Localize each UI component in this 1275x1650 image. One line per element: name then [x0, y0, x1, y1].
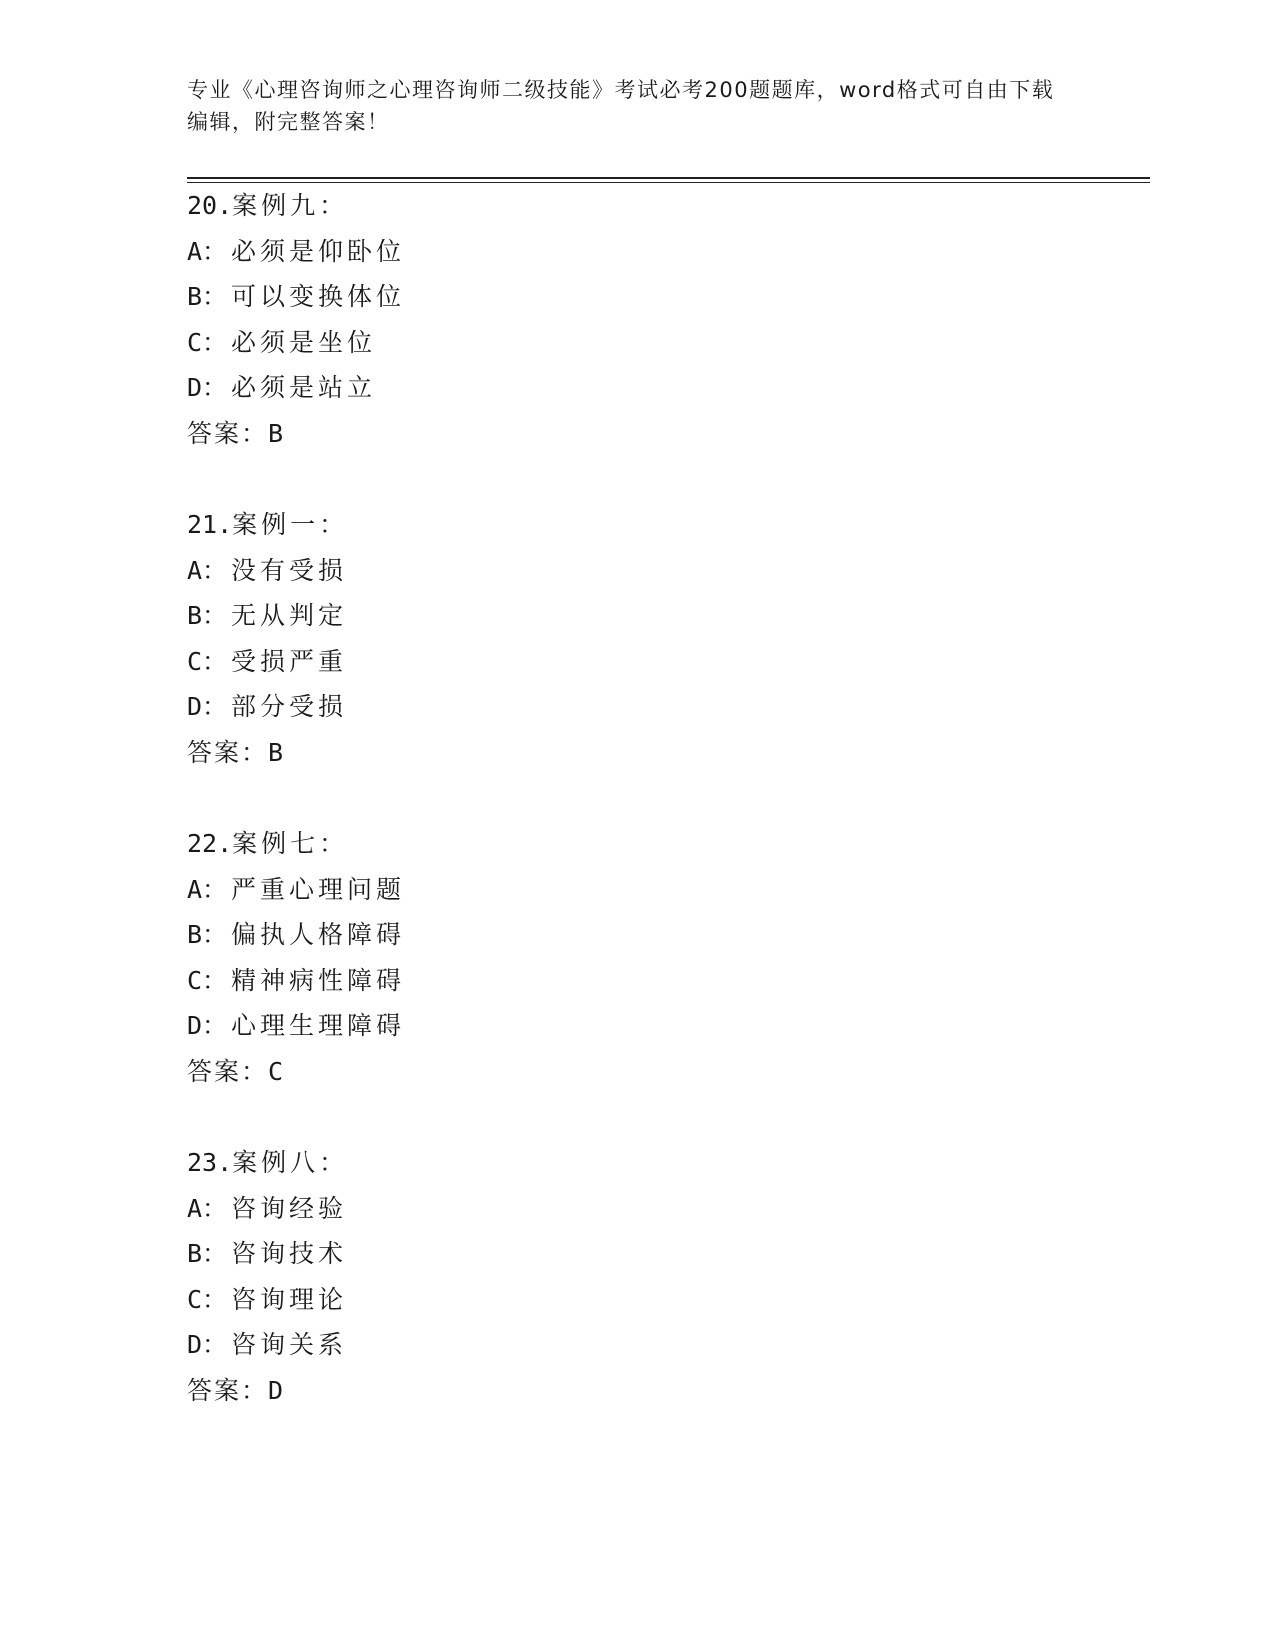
answer-line — [187, 1049, 787, 1095]
option-a — [187, 548, 787, 594]
option-c — [187, 1277, 787, 1323]
answer-label: 答案： — [187, 737, 269, 767]
question-stem — [187, 821, 787, 867]
document-intro: 专业《心理咨询师之心理咨询师二级技能》考试必考200题题库，word格式可自由下载编辑，附完整答案！ — [187, 78, 1055, 134]
answer-label: 答案： — [187, 1375, 269, 1405]
option-key: C： — [187, 1284, 228, 1314]
question-22 — [187, 821, 787, 1094]
question-20 — [187, 183, 787, 456]
option-key: C： — [187, 327, 228, 357]
option-text: 咨询关系 — [231, 1330, 348, 1359]
question-text: 案例七： — [232, 829, 349, 858]
question-text: 案例八： — [232, 1148, 349, 1177]
option-a — [187, 1186, 787, 1232]
option-text: 部分受损 — [231, 692, 348, 721]
answer-line — [187, 411, 787, 457]
option-key: A： — [187, 555, 228, 585]
answer-value: C — [268, 1056, 286, 1086]
answer-label: 答案： — [187, 1056, 269, 1086]
answer-line — [187, 1368, 787, 1414]
option-text: 受损严重 — [231, 646, 348, 676]
option-text: 心理生理障碍 — [231, 1011, 406, 1040]
option-text: 严重心理问题 — [231, 874, 406, 904]
option-d — [187, 365, 787, 411]
answer-value: D — [268, 1375, 286, 1405]
option-text: 必须是仰卧位 — [231, 236, 406, 266]
option-key: D： — [187, 1330, 228, 1359]
question-text: 案例九： — [232, 191, 349, 220]
question-23 — [187, 1140, 787, 1413]
option-b — [187, 1231, 787, 1277]
header-divider-thick — [187, 177, 1150, 179]
question-number: 21. — [187, 510, 233, 539]
option-key: B： — [187, 601, 228, 630]
question-number: 20. — [187, 191, 233, 220]
answer-value: B — [268, 737, 286, 767]
option-text: 必须是坐位 — [231, 327, 377, 357]
option-text: 咨询经验 — [231, 1193, 348, 1223]
option-c — [187, 320, 787, 366]
option-text: 可以变换体位 — [231, 282, 406, 311]
option-a — [187, 229, 787, 275]
option-key: B： — [187, 282, 228, 311]
option-key: B： — [187, 920, 228, 949]
option-text: 必须是站立 — [231, 373, 377, 402]
option-d — [187, 1003, 787, 1049]
option-key: D： — [187, 692, 228, 721]
question-text: 案例一： — [232, 510, 349, 539]
option-b — [187, 912, 787, 958]
question-stem — [187, 502, 787, 548]
option-key: B： — [187, 1239, 228, 1268]
answer-value: B — [268, 418, 286, 448]
option-key: C： — [187, 965, 228, 995]
question-21 — [187, 502, 787, 775]
option-c — [187, 639, 787, 685]
option-text: 偏执人格障碍 — [231, 920, 406, 949]
question-number: 22. — [187, 829, 233, 858]
option-d — [187, 1322, 787, 1368]
option-text: 精神病性障碍 — [231, 965, 406, 995]
option-a — [187, 867, 787, 913]
option-b — [187, 593, 787, 639]
option-key: D： — [187, 373, 228, 402]
option-text: 咨询技术 — [231, 1239, 348, 1268]
answer-label: 答案： — [187, 418, 269, 448]
option-key: C： — [187, 646, 228, 676]
option-d — [187, 684, 787, 730]
option-b — [187, 274, 787, 320]
option-text: 咨询理论 — [231, 1284, 348, 1314]
question-number: 23. — [187, 1148, 233, 1177]
answer-line — [187, 730, 787, 776]
option-key: D： — [187, 1011, 228, 1040]
option-key: A： — [187, 1193, 228, 1223]
option-key: A： — [187, 874, 228, 904]
option-text: 没有受损 — [231, 555, 348, 585]
option-text: 无从判定 — [231, 601, 348, 630]
question-stem — [187, 1140, 787, 1186]
option-key: A： — [187, 236, 228, 266]
question-stem — [187, 183, 787, 229]
option-c — [187, 958, 787, 1004]
